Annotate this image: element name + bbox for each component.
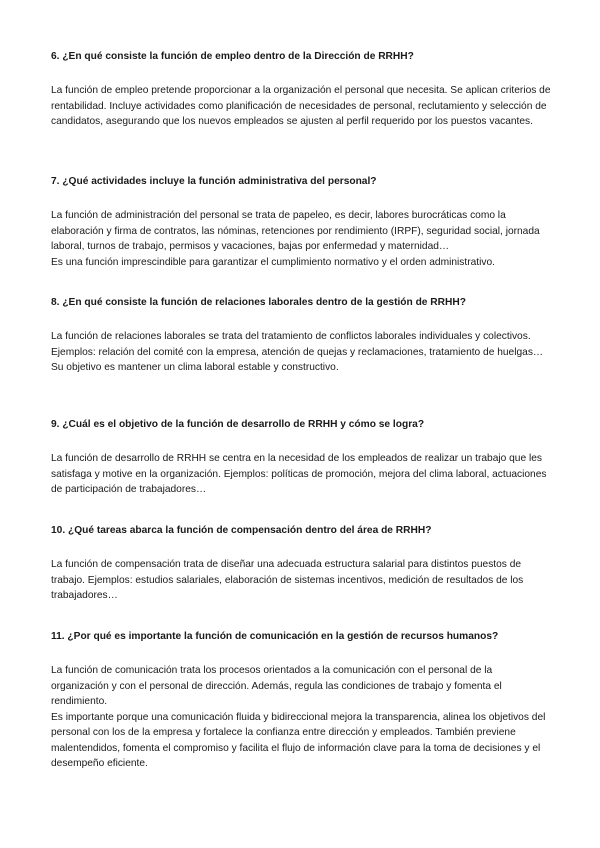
answer-body [51,557,551,604]
section-11 [51,630,551,772]
answer-body [51,329,551,376]
section-6 [51,50,551,130]
answer-paragraph: Su objetivo es mantener un clima laboral estable y constructivo. [51,362,339,373]
question-heading: 8. ¿En qué consiste la función de relaciones laborales dentro de la gestión de RRHH? [51,297,466,308]
section-8 [51,296,551,376]
answer-paragraph: La función de compensación trata de diseñar una adecuada estructura salarial para distintos puestos de trabajo. Ejemplos: estudios salariales, elaboración de sistemas incentivos, medición de resultados de los trabajadores… [51,559,524,601]
answer-body [51,451,551,498]
question-heading: 9. ¿Cuál es el objetivo de la función de desarrollo de RRHH y cómo se logra? [51,419,425,430]
answer-paragraph: Es importante porque una comunicación fluida y bidireccional mejora la transparencia, alinea los objetivos del personal con los de la empresa y fortalece la confianza entre dirección y empleados. También previene malentendidos, fomenta el compromiso y facilita el flujo de información clave para la toma de decisiones y el desempeño eficiente. [51,711,546,769]
answer-body [51,208,551,270]
answer-paragraph: La función de desarrollo de RRHH se centra en la necesidad de los empleados de realizar un trabajo que les satisfaga y motive en la organización. Ejemplos: políticas de promoción, mejora del clima laboral, actuaciones de participación de trabajadores… [51,453,547,495]
answer-paragraph: Es una función imprescindible para garantizar el cumplimiento normativo y el orden administrativo. [51,256,495,268]
question-heading: 11. ¿Por qué es importante la función de comunicación en la gestión de recursos humanos? [51,631,499,642]
answer-paragraph: La función de comunicación trata los procesos orientados a la comunicación con el personal de la organización y con el personal de dirección. Además, regula las condiciones de trabajo y fomenta el rendimiento. [51,665,502,707]
answer-paragraph: La función de relaciones laborales se trata del tratamiento de conflictos laborales individuales y colectivos. Ejemplos: relación del comité con la empresa, atención de quejas y reclamaciones, tratamiento de huelgas… [51,331,544,358]
section-9 [51,418,551,498]
answer-body [51,663,551,772]
question-heading: 7. ¿Qué actividades incluye la función administrativa del personal? [51,176,377,187]
answer-paragraph: La función de administración del personal se trata de papeleo, es decir, labores burocráticas como la elaboración y firma de contratos, las nóminas, retenciones por rendimiento (IRPF), seguridad social, jornada laboral, turnos de trabajo, permisos y vacaciones, bajas por enfermedad y maternidad… [51,210,540,252]
answer-body [51,83,551,130]
question-heading: 10. ¿Qué tareas abarca la función de compensación dentro del área de RRHH? [51,525,432,536]
section-10 [51,524,551,604]
section-7 [51,175,551,270]
answer-paragraph: La función de empleo pretende proporcionar a la organización el personal que necesita. Se aplican criterios de rentabilidad. Incluye actividades como planificación de necesidades de personal, reclutamiento y selección de candidatos, asegurando que los nuevos empleados se ajusten al perfil requerido por los puestos vacantes. [51,85,551,127]
question-heading: 6. ¿En qué consiste la función de empleo dentro de la Dirección de RRHH? [51,51,414,62]
